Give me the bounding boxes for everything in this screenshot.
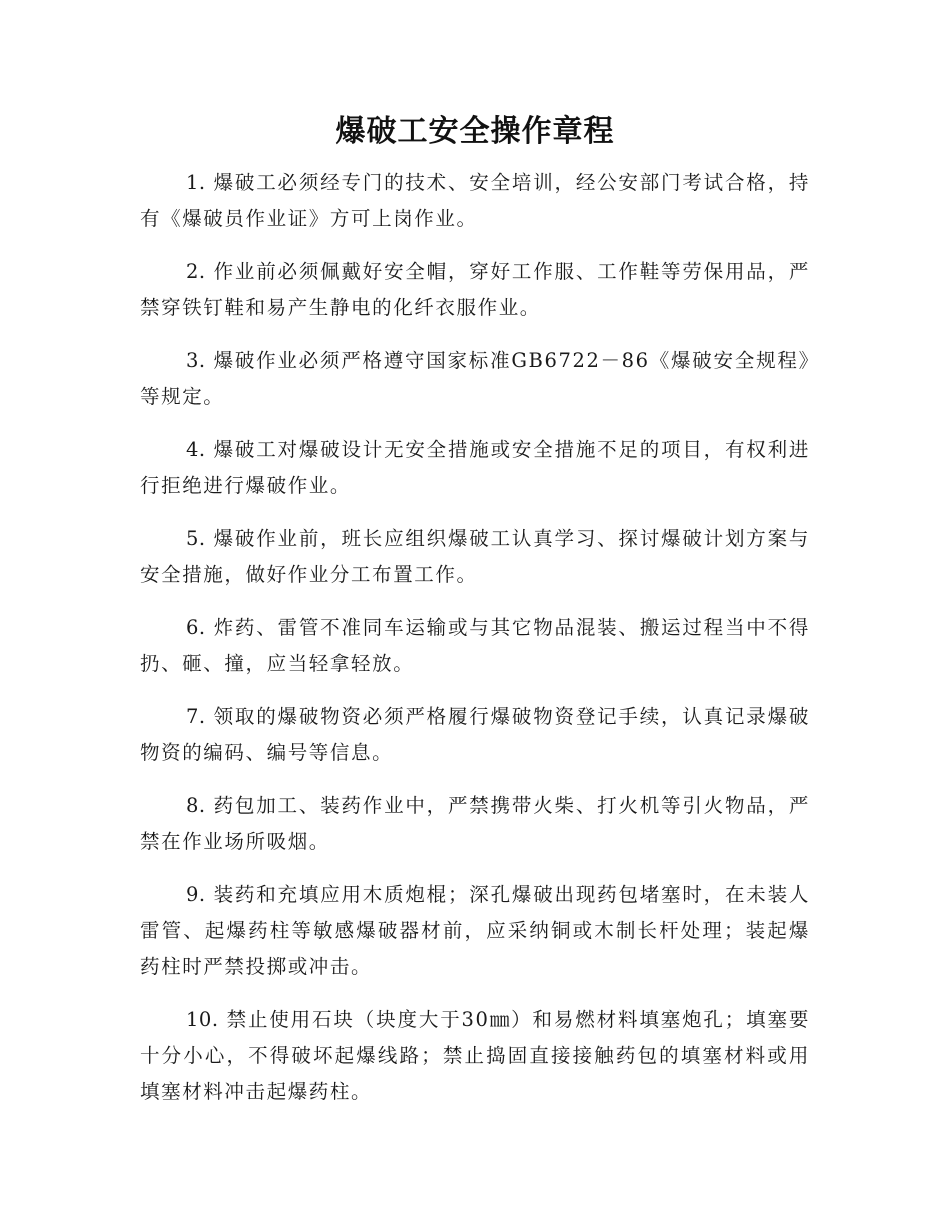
clause-text: 爆破工对爆破设计无安全措施或安全措施不足的项目，有权利进行拒绝进行爆破作业。 [140, 438, 810, 497]
clause-text: 作业前必须佩戴好安全帽，穿好工作服、工作鞋等劳保用品，严禁穿铁钉鞋和易产生静电的化纤衣服作业。 [140, 260, 810, 319]
clause-text: 爆破作业必须严格遵守国家标准GB6722－86《爆破安全规程》等规定。 [140, 349, 810, 408]
clause-number: 7. [186, 705, 206, 728]
clause-3 [140, 343, 810, 415]
clause-number: 2. [186, 260, 206, 283]
clause-10 [140, 1002, 810, 1110]
document-body [140, 165, 810, 1127]
clause-8 [140, 788, 810, 860]
clause-number: 5. [186, 527, 206, 550]
clause-number: 3. [186, 349, 206, 372]
clause-number: 1. [186, 171, 206, 194]
clause-6 [140, 610, 810, 682]
clause-7 [140, 699, 810, 771]
clause-number: 10. [186, 1008, 219, 1031]
clause-number: 6. [186, 616, 206, 639]
clause-text: 爆破作业前，班长应组织爆破工认真学习、探讨爆破计划方案与安全措施，做好作业分工布置工作。 [140, 527, 810, 586]
clause-number: 8. [186, 794, 206, 817]
clause-9 [140, 877, 810, 985]
clause-text: 装药和充填应用木质炮棍；深孔爆破出现药包堵塞时，在未装人雷管、起爆药柱等敏感爆破器材前，应采纳铜或木制长杆处理；装起爆药柱时严禁投掷或冲击。 [140, 883, 810, 978]
clause-1 [140, 165, 810, 237]
clause-text: 炸药、雷管不准同车运输或与其它物品混装、搬运过程当中不得扔、砸、撞，应当轻拿轻放。 [140, 616, 810, 675]
clause-text: 药包加工、装药作业中，严禁携带火柴、打火机等引火物品，严禁在作业场所吸烟。 [140, 794, 810, 853]
document-title: 爆破工安全操作章程 [335, 114, 615, 149]
clause-text: 爆破工必须经专门的技术、安全培训，经公安部门考试合格，持有《爆破员作业证》方可上岗作业。 [140, 171, 810, 230]
clause-text: 禁止使用石块（块度大于30㎜）和易燃材料填塞炮孔；填塞要十分小心，不得破坏起爆线路；禁止捣固直接接触药包的填塞材料或用填塞材料冲击起爆药柱。 [140, 1008, 810, 1103]
clause-2 [140, 254, 810, 326]
clause-number: 9. [186, 883, 206, 906]
clause-number: 4. [186, 438, 206, 461]
clause-text: 领取的爆破物资必须严格履行爆破物资登记手续，认真记录爆破物资的编码、编号等信息。 [140, 705, 810, 764]
clause-5 [140, 521, 810, 593]
clause-4 [140, 432, 810, 504]
